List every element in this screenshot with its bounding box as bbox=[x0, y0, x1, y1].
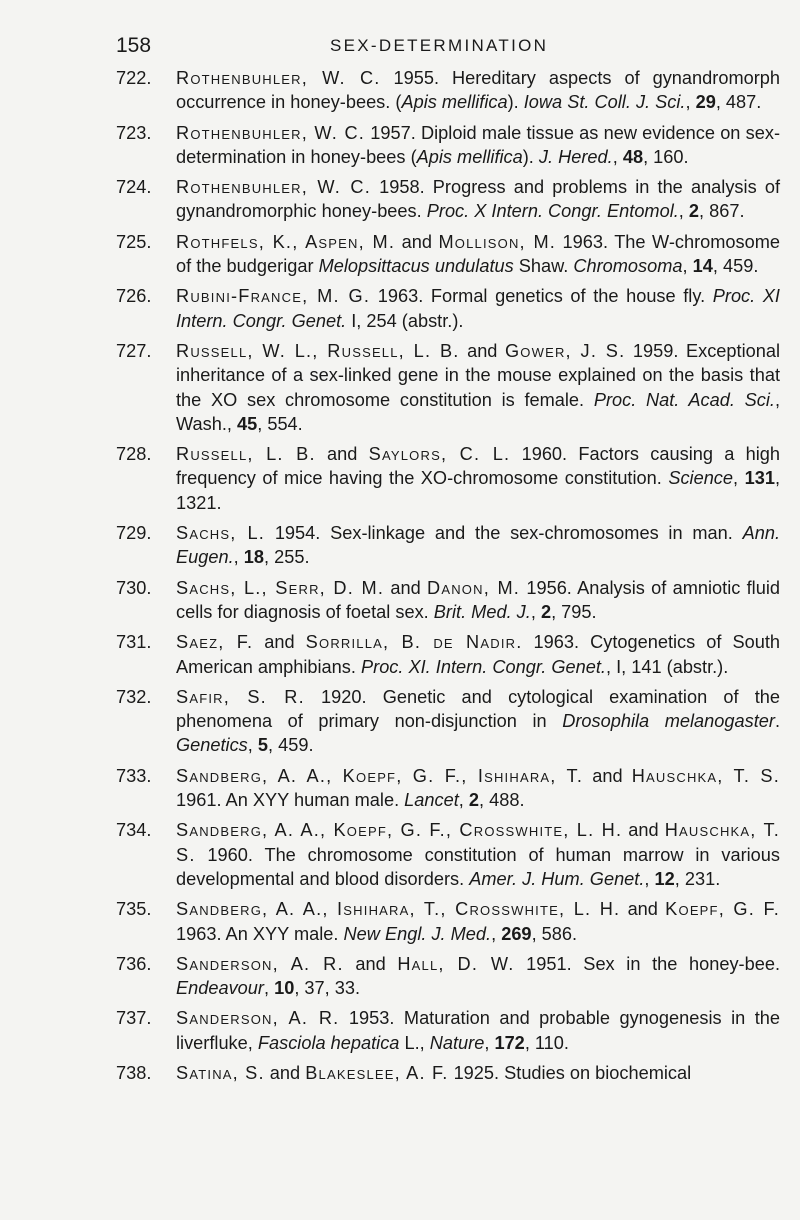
reference-fragment: , 554. bbox=[257, 413, 303, 434]
reference-number: 725. bbox=[116, 231, 152, 252]
volume-number: 131 bbox=[744, 468, 775, 489]
reference-text bbox=[176, 578, 780, 622]
volume-number: 2 bbox=[688, 201, 700, 222]
reference-text bbox=[176, 286, 780, 330]
reference-entry bbox=[116, 284, 780, 333]
reference-fragment: , bbox=[530, 601, 541, 622]
reference-entry bbox=[116, 230, 780, 279]
author-names: Rothenbuhler, W. C. bbox=[176, 68, 381, 88]
italic-title: Endeavour bbox=[176, 978, 264, 999]
author-names: Sachs, L., Serr, D. M. bbox=[176, 577, 385, 598]
italic-title: Proc. XI. Intern. Congr. Genet. bbox=[361, 656, 606, 677]
author-names: Mollison, M. bbox=[438, 231, 557, 252]
volume-number: 29 bbox=[695, 92, 716, 113]
reference-fragment: and bbox=[343, 953, 398, 974]
italic-title: Fasciola hepatica bbox=[257, 1032, 400, 1053]
author-names: Gower, J. S. bbox=[504, 340, 626, 361]
reference-fragment: and bbox=[622, 820, 665, 841]
italic-title: New Engl. J. Med. bbox=[343, 923, 492, 944]
volume-number: 2 bbox=[468, 790, 480, 811]
reference-fragment: 1951. Sex in the honey-bee. bbox=[514, 953, 781, 974]
reference-fragment: , bbox=[491, 923, 502, 944]
reference-entry bbox=[116, 764, 780, 813]
reference-text bbox=[176, 68, 780, 112]
reference-fragment: , bbox=[678, 201, 689, 222]
reference-text bbox=[176, 820, 780, 889]
reference-fragment: 1956. Analysis of amniotic fluid cells for diagnosis of foetal sex. bbox=[176, 577, 780, 622]
volume-number: 2 bbox=[540, 601, 552, 622]
page-header bbox=[0, 30, 800, 62]
reference-fragment: . bbox=[774, 711, 780, 732]
volume-number: 10 bbox=[274, 978, 295, 999]
reference-number: 731. bbox=[116, 632, 152, 653]
reference-fragment: , 487. bbox=[715, 92, 762, 113]
author-names: Russell, W. L., Russell, L. B. bbox=[176, 340, 460, 361]
italic-title: Drosophila melanogaster bbox=[562, 711, 775, 732]
reference-fragment: 1959. Exceptional inheritance of a sex-linked gene in the mouse explained on the basis that the XO sex chromosome constitution is female. bbox=[176, 340, 780, 410]
author-names: Sanderson, A. R. bbox=[176, 1008, 340, 1029]
reference-entry bbox=[116, 442, 780, 515]
reference-text bbox=[176, 123, 780, 167]
reference-entry bbox=[116, 66, 780, 115]
volume-number: 48 bbox=[622, 146, 644, 167]
author-names: Hall, D. W. bbox=[397, 953, 515, 974]
reference-number: 727. bbox=[116, 340, 152, 361]
reference-fragment: 1957. Diploid male tissue as new evidence on sex-determination in honey-bees ( bbox=[176, 122, 780, 167]
reference-number: 737. bbox=[116, 1008, 152, 1029]
reference-fragment: 1963. The W-chromosome of the budgerigar bbox=[176, 231, 781, 277]
volume-number: 269 bbox=[501, 923, 532, 944]
reference-entry bbox=[116, 952, 780, 1001]
reference-entry bbox=[116, 576, 780, 625]
italic-title: Apis mellifica bbox=[401, 92, 508, 113]
reference-text bbox=[176, 177, 780, 221]
author-names: Hauschka, T. S. bbox=[631, 765, 780, 786]
reference-fragment: , 110. bbox=[524, 1032, 569, 1053]
reference-fragment: , bbox=[644, 868, 655, 889]
reference-text bbox=[176, 632, 780, 676]
reference-fragment: I, 254 (abstr.). bbox=[346, 310, 464, 331]
reference-text bbox=[176, 687, 780, 756]
italic-title: Apis mellifica bbox=[416, 146, 523, 167]
author-names: Sachs, L. bbox=[176, 523, 266, 544]
reference-entry bbox=[116, 121, 780, 170]
reference-number: 736. bbox=[116, 953, 152, 974]
reference-number: 734. bbox=[116, 820, 152, 841]
reference-fragment: 1961. An XYY human male. bbox=[176, 790, 405, 811]
italic-title: Melopsittacus undulatus bbox=[318, 256, 514, 277]
reference-text bbox=[176, 1063, 691, 1083]
volume-number: 14 bbox=[692, 256, 713, 277]
reference-fragment: and bbox=[264, 1062, 306, 1083]
reference-fragment: 1953. Maturation and probable gynogenesis in the liverfluke, bbox=[176, 1008, 780, 1053]
italic-title: Iowa St. Coll. J. Sci. bbox=[523, 92, 686, 113]
reference-fragment: and bbox=[459, 340, 505, 361]
reference-entry bbox=[116, 818, 780, 891]
author-names: Danon, M. bbox=[427, 577, 521, 598]
reference-fragment: and bbox=[620, 899, 666, 920]
italic-title: Science bbox=[668, 468, 734, 489]
author-names: Saylors, C. L. bbox=[368, 444, 511, 465]
reference-entry bbox=[116, 1006, 780, 1055]
reference-fragment: 1925. Studies on biochemical bbox=[448, 1062, 692, 1083]
italic-title: Ann. Eugen. bbox=[176, 523, 780, 568]
reference-fragment: 1963. Formal genetics of the house fly. bbox=[370, 286, 713, 307]
reference-number: 729. bbox=[116, 523, 152, 544]
reference-number: 724. bbox=[116, 177, 152, 198]
reference-number: 728. bbox=[116, 444, 152, 465]
author-names: Sorrilla, B. de Nadir. bbox=[305, 632, 523, 653]
reference-fragment: and bbox=[395, 231, 439, 252]
italic-title: Nature bbox=[429, 1032, 485, 1053]
reference-number: 733. bbox=[116, 765, 152, 786]
author-names: Koepf, G. F. bbox=[665, 899, 781, 920]
reference-text bbox=[176, 523, 780, 567]
author-names: Russell, L. B. bbox=[176, 444, 316, 465]
reference-text bbox=[176, 766, 780, 810]
reference-fragment: , bbox=[233, 547, 244, 568]
reference-fragment: , bbox=[263, 978, 275, 999]
reference-number: 723. bbox=[116, 122, 152, 143]
volume-number: 18 bbox=[243, 547, 264, 568]
italic-title: Proc. XI Intern. Congr. Genet. bbox=[176, 286, 780, 331]
italic-title: Genetics bbox=[176, 735, 248, 756]
reference-fragment: , 231. bbox=[674, 868, 721, 889]
reference-fragment: ). bbox=[522, 146, 539, 167]
reference-fragment: , 459. bbox=[712, 256, 759, 277]
running-head: SEX-DETERMINATION bbox=[330, 36, 549, 55]
reference-fragment: 1955. Hereditary aspects of gynandromorph occurrence in honey-bees. ( bbox=[176, 68, 780, 113]
author-names: Sandberg, A. A., Ishihara, T., Crosswhite, L. H. bbox=[176, 899, 621, 920]
volume-number: 172 bbox=[494, 1032, 525, 1053]
reference-number: 738. bbox=[116, 1062, 152, 1083]
reference-text bbox=[176, 1008, 780, 1052]
author-names: Saez, F. bbox=[176, 632, 254, 653]
reference-fragment: 1954. Sex-linkage and the sex-chromosomes in man. bbox=[265, 523, 743, 544]
reference-entry bbox=[116, 175, 780, 224]
author-names: Hauschka, T. S. bbox=[176, 820, 780, 865]
reference-fragment: , 867. bbox=[699, 201, 745, 222]
reference-fragment: , bbox=[247, 735, 258, 756]
italic-title: Chromosoma bbox=[573, 256, 683, 277]
reference-fragment: ). bbox=[507, 92, 524, 113]
reference-fragment: , I, 141 (abstr.). bbox=[605, 656, 729, 677]
author-names: Sandberg, A. A., Koepf, G. F., Crosswhite, L. H. bbox=[176, 820, 623, 841]
reference-text bbox=[176, 341, 780, 434]
italic-title: Brit. Med. J. bbox=[433, 601, 531, 622]
reference-fragment: , 160. bbox=[643, 146, 689, 167]
reference-fragment: , 37, 33. bbox=[294, 978, 361, 999]
reference-fragment: , Wash., bbox=[176, 389, 780, 434]
volume-number: 45 bbox=[236, 413, 258, 434]
reference-text bbox=[176, 899, 780, 943]
reference-fragment: , bbox=[733, 468, 745, 489]
reference-fragment: , 488. bbox=[479, 790, 525, 811]
volume-number: 5 bbox=[257, 735, 269, 756]
reference-fragment: , 1321. bbox=[176, 468, 781, 513]
reference-entry bbox=[116, 630, 780, 679]
reference-fragment: 1958. Progress and problems in the analysis of gynandromorphic honey-bees. bbox=[176, 177, 780, 222]
italic-title: J. Hered. bbox=[538, 146, 613, 167]
reference-number: 722. bbox=[116, 68, 152, 88]
reference-fragment: , bbox=[458, 790, 469, 811]
author-names: Rubini-France, M. G. bbox=[176, 286, 371, 307]
italic-title: Lancet bbox=[404, 790, 459, 811]
reference-fragment: L., bbox=[399, 1032, 430, 1053]
reference-list bbox=[116, 66, 780, 1091]
reference-fragment: , 795. bbox=[551, 601, 597, 622]
author-names: Sanderson, A. R. bbox=[176, 953, 344, 974]
reference-entry bbox=[116, 897, 780, 946]
author-names: Satina, S. bbox=[176, 1062, 265, 1083]
reference-fragment: and bbox=[253, 632, 306, 653]
reference-fragment: 1960. Factors causing a high frequency of mice having the XO-chromosome constitution. bbox=[176, 444, 781, 489]
reference-fragment: , bbox=[612, 146, 623, 167]
author-names: Sandberg, A. A., Koepf, G. F., Ishihara, T. bbox=[176, 765, 584, 786]
author-names: Rothfels, K., Aspen, M. bbox=[176, 231, 396, 252]
reference-fragment: 1920. Genetic and cytological examination of the phenomena of primary non-disjunction in bbox=[176, 686, 780, 732]
italic-title: Amer. J. Hum. Genet. bbox=[469, 868, 645, 889]
reference-fragment: Shaw. bbox=[513, 256, 574, 277]
reference-fragment: , 255. bbox=[264, 547, 310, 568]
reference-fragment: , bbox=[484, 1032, 495, 1053]
reference-entry bbox=[116, 521, 780, 570]
reference-fragment: , 586. bbox=[531, 923, 578, 944]
reference-text bbox=[176, 444, 780, 513]
author-names: Rothenbuhler, W. C. bbox=[176, 177, 371, 198]
reference-fragment: 1963. Cytogenetics of South American amphibians. bbox=[176, 632, 780, 677]
reference-fragment: 1963. An XYY male. bbox=[176, 923, 344, 944]
reference-entry bbox=[116, 1061, 780, 1085]
reference-number: 730. bbox=[116, 577, 152, 598]
reference-fragment: 1960. The chromosome constitution of human marrow in various developmental and blood disorders. bbox=[176, 844, 780, 889]
reference-text bbox=[176, 954, 780, 998]
reference-entry bbox=[116, 339, 780, 436]
reference-number: 726. bbox=[116, 286, 152, 307]
reference-fragment: , bbox=[682, 256, 693, 277]
reference-fragment: , bbox=[685, 92, 696, 113]
reference-fragment: and bbox=[315, 444, 369, 465]
author-names: Safir, S. R. bbox=[176, 686, 305, 707]
page-number: 158 bbox=[116, 34, 152, 57]
reference-number: 735. bbox=[116, 899, 152, 920]
reference-entry bbox=[116, 685, 780, 758]
italic-title: Proc. X Intern. Congr. Entomol. bbox=[426, 201, 679, 222]
author-names: Blakeslee, A. F. bbox=[305, 1062, 449, 1083]
reference-fragment: and bbox=[583, 765, 632, 786]
reference-text bbox=[176, 232, 780, 276]
author-names: Rothenbuhler, W. C. bbox=[176, 122, 366, 143]
reference-fragment: and bbox=[384, 577, 428, 598]
volume-number: 12 bbox=[654, 868, 675, 889]
italic-title: Proc. Nat. Acad. Sci. bbox=[593, 389, 775, 410]
reference-number: 732. bbox=[116, 686, 152, 707]
reference-fragment: , 459. bbox=[268, 735, 314, 756]
